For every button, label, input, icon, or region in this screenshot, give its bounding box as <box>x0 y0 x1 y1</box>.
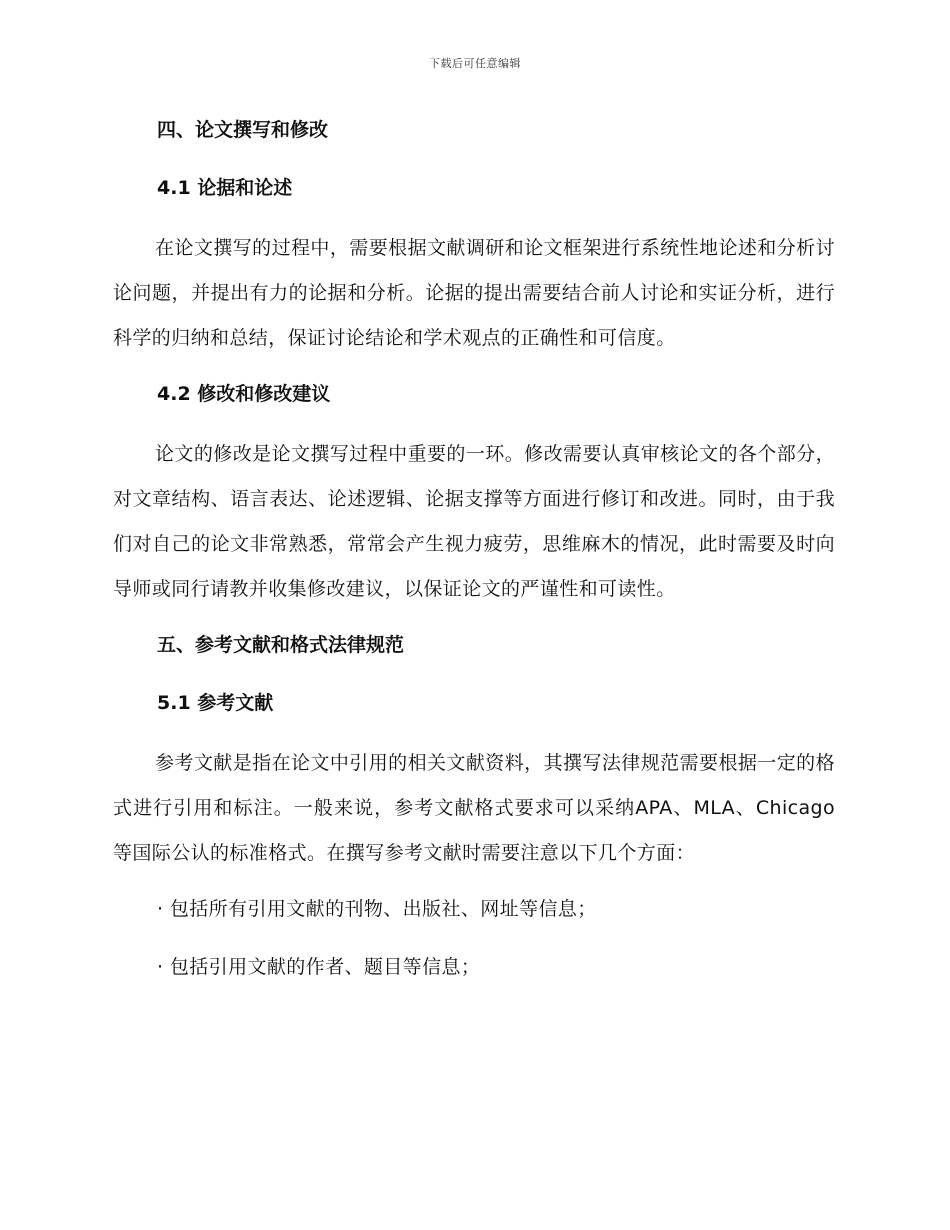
section-4-2-heading: 4.2 修改和修改建议 <box>157 383 331 405</box>
list-item: · 包括所有引用文献的刊物、出版社、网址等信息； <box>157 898 597 920</box>
section-4-heading: 四、论文撰写和修改 <box>157 119 329 141</box>
section-5-heading: 五、参考文献和格式法律规范 <box>157 634 405 656</box>
page-header: 下载后可任意编辑 <box>429 57 521 70</box>
section-5-1-heading: 5.1 参考文献 <box>157 692 274 714</box>
list-item: · 包括引用文献的作者、题目等信息； <box>157 956 481 978</box>
section-4-1-paragraph: 在论文撰写的过程中，需要根据文献调研和论文框架进行系统性地论述和分析讨论问题，并提出有力的论据和分析。论据的提出需要结合前人讨论和实证分析，进行科学的归纳和总结，保证讨论结论和学术观点的正确性和可信度。 <box>113 237 835 349</box>
document-body <box>113 108 835 1005</box>
section-4-1-heading: 4.1 论据和论述 <box>157 177 293 199</box>
section-4-2-paragraph: 论文的修改是论文撰写过程中重要的一环。修改需要认真审核论文的各个部分，对文章结构、语言表达、论述逻辑、论据支撑等方面进行修订和改进。同时，由于我们对自己的论文非常熟悉，常常会产生视力疲劳，思维麻木的情况，此时需要及时向导师或同行请教并收集修改建议，以保证论文的严谨性和可读性。 <box>113 443 835 600</box>
section-5-1-paragraph: 参考文献是指在论文中引用的相关文献资料，其撰写法律规范需要根据一定的格式进行引用和标注。一般来说，参考文献格式要求可以采纳APA、MLA、Chicago 等国际公认的标准格式。在撰写参考文献时需要注意以下几个方面： <box>113 752 835 864</box>
